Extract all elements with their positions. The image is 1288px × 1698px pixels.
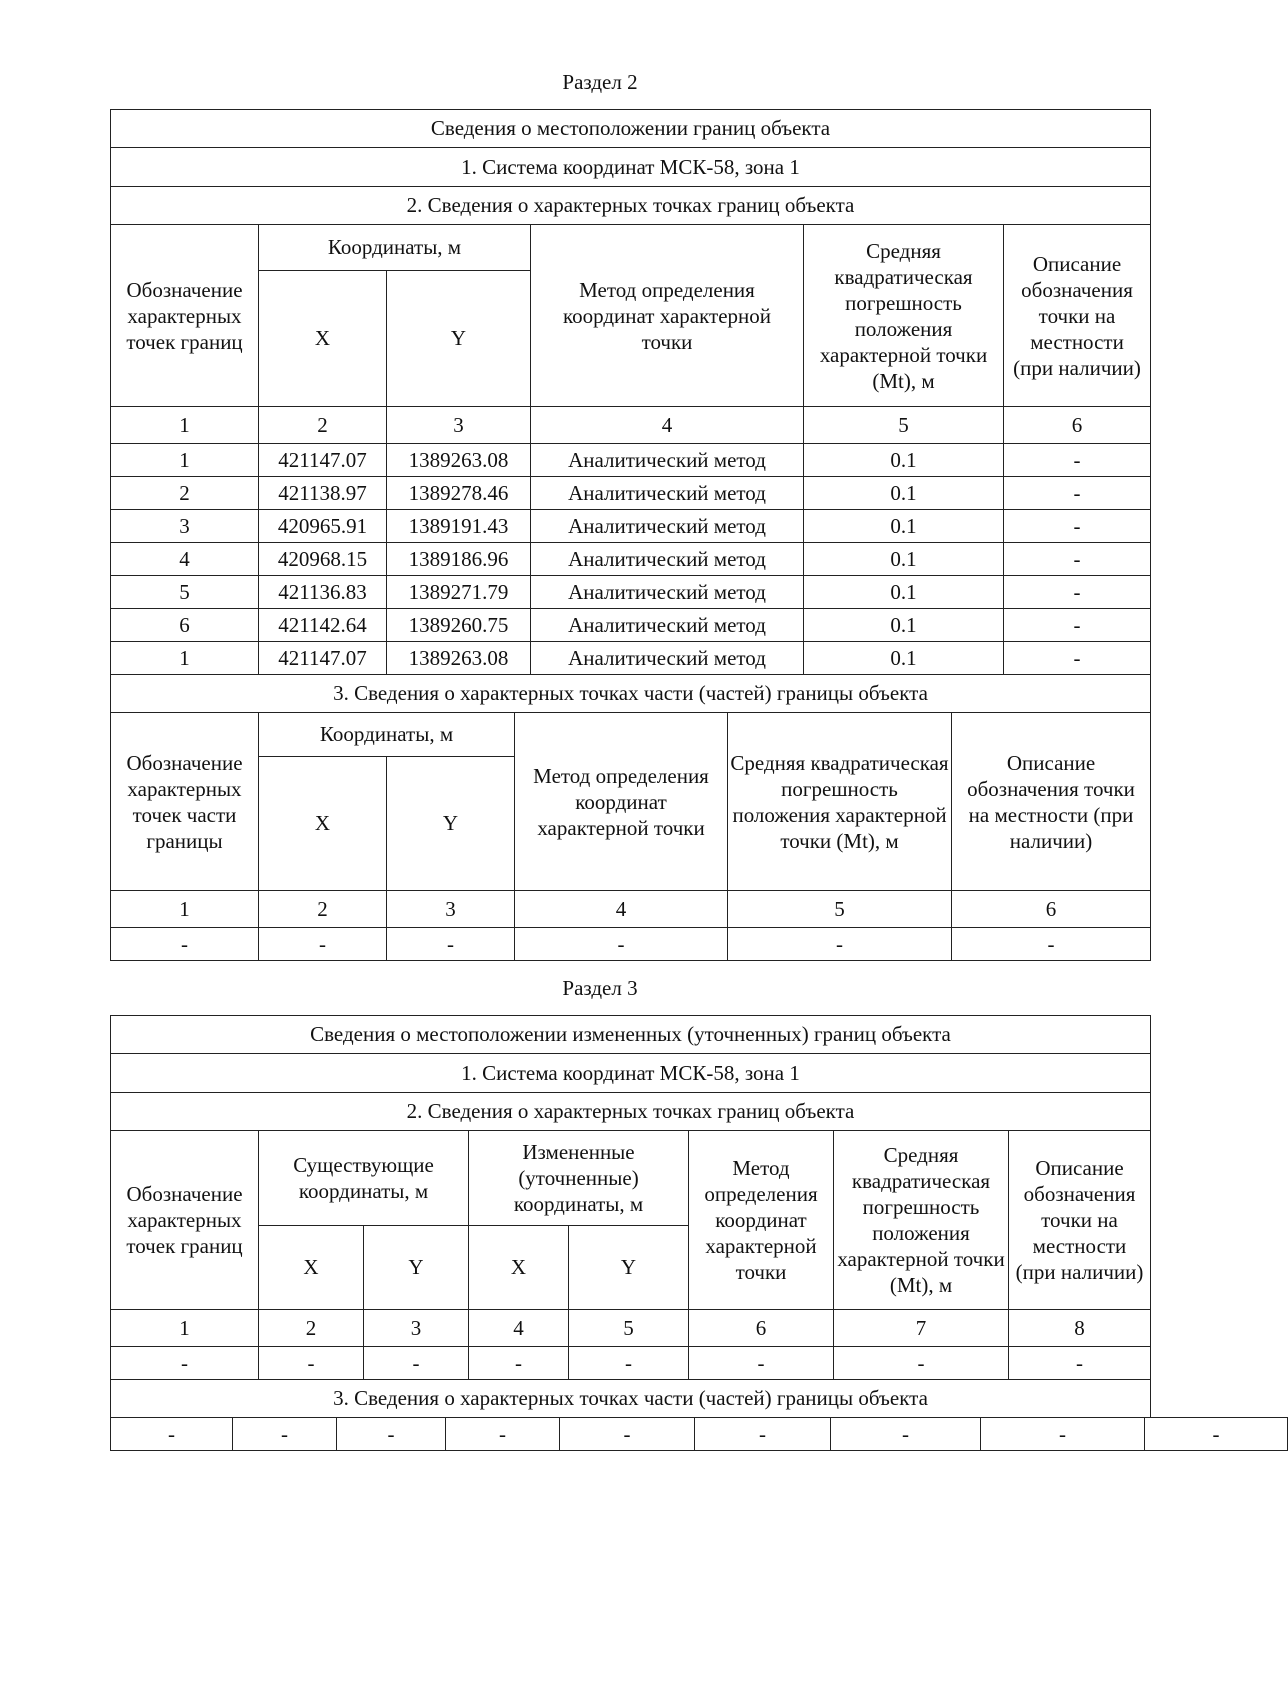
accuracy: 0.1	[804, 576, 1004, 609]
column-number: 1	[111, 891, 259, 928]
accuracy: 0.1	[804, 543, 1004, 576]
accuracy: 0.1	[804, 609, 1004, 642]
column-number: 4	[469, 1310, 569, 1347]
table-row	[111, 576, 1151, 609]
column-number: 1	[111, 1310, 259, 1347]
column-number: 3	[364, 1310, 469, 1347]
header-method: Метод определения координат характерной точки	[531, 225, 804, 407]
section-3-points-heading: 2. Сведения о характерных точках границ объекта	[111, 1093, 1151, 1131]
empty-cell: -	[981, 1418, 1145, 1451]
empty-cell: -	[689, 1347, 834, 1380]
header-description: Описание обозначения точки на местности (при наличии)	[1004, 225, 1151, 407]
empty-cell: -	[834, 1347, 1009, 1380]
table-row	[111, 1347, 1151, 1380]
column-number: 8	[1009, 1310, 1151, 1347]
method: Аналитический метод	[531, 510, 804, 543]
method: Аналитический метод	[531, 477, 804, 510]
table-row	[111, 477, 1151, 510]
column-number: 3	[387, 891, 515, 928]
header-coordinates: Координаты, м	[259, 225, 531, 271]
section-2-points-heading: 2. Сведения о характерных точках границ объекта	[111, 187, 1151, 225]
coord-x: 421147.07	[259, 444, 387, 477]
table-row	[111, 609, 1151, 642]
empty-cell: -	[233, 1418, 337, 1451]
empty-cell: -	[111, 1418, 233, 1451]
table-row	[111, 444, 1151, 477]
empty-cell: -	[446, 1418, 560, 1451]
section-3-boundaries-table	[110, 1015, 1151, 1418]
header-point-designation: Обозначение характерных точек границ	[111, 225, 259, 407]
empty-cell: -	[515, 928, 728, 961]
header-changed-y: Y	[569, 1226, 689, 1310]
method: Аналитический метод	[531, 642, 804, 675]
header-changed-coordinates: Измененные (уточненные) координаты, м	[469, 1131, 689, 1226]
coord-y: 1389260.75	[387, 609, 531, 642]
column-number: 2	[259, 407, 387, 444]
empty-cell: -	[111, 1347, 259, 1380]
description: -	[1004, 576, 1151, 609]
header-existing-x: X	[259, 1226, 364, 1310]
header-method: Метод определения координат характерной точки	[689, 1131, 834, 1310]
section-3-parts-heading: 3. Сведения о характерных точках части (частей) границы объекта	[111, 1380, 1151, 1418]
coord-x: 420965.91	[259, 510, 387, 543]
empty-cell: -	[831, 1418, 981, 1451]
column-number: 5	[569, 1310, 689, 1347]
header-part-point-designation: Обозначение характерных точек части границы	[111, 713, 259, 891]
section-3-table-title: Сведения о местоположении измененных (уточненных) границ объекта	[111, 1016, 1151, 1054]
coord-y: 1389263.08	[387, 444, 531, 477]
column-numbers-row	[111, 891, 1151, 928]
section-2-table-title: Сведения о местоположении границ объекта	[111, 110, 1151, 148]
method: Аналитический метод	[531, 444, 804, 477]
empty-cell: -	[387, 928, 515, 961]
point-number: 2	[111, 477, 259, 510]
coord-x: 420968.15	[259, 543, 387, 576]
section-3-title: Раздел 3	[562, 976, 638, 1000]
coord-x: 421142.64	[259, 609, 387, 642]
coord-y: 1389263.08	[387, 642, 531, 675]
point-number: 4	[111, 543, 259, 576]
header-accuracy: Средняя квадратическая погрешность положения характерной точки (Mt), м	[728, 713, 952, 891]
column-number: 3	[387, 407, 531, 444]
method: Аналитический метод	[531, 609, 804, 642]
section-2-parts-table	[110, 712, 1151, 961]
coord-x: 421147.07	[259, 642, 387, 675]
empty-cell: -	[1009, 1347, 1151, 1380]
point-number: 3	[111, 510, 259, 543]
coord-y: 1389278.46	[387, 477, 531, 510]
column-number: 4	[531, 407, 804, 444]
accuracy: 0.1	[804, 642, 1004, 675]
header-y: Y	[387, 757, 515, 891]
header-accuracy: Средняя квадратическая погрешность положения характерной точки (Mt), м	[834, 1131, 1009, 1310]
empty-cell: -	[952, 928, 1151, 961]
header-x: X	[259, 757, 387, 891]
column-number: 4	[515, 891, 728, 928]
point-number: 1	[111, 444, 259, 477]
section-2-coord-system: 1. Система координат МСК-58, зона 1	[111, 148, 1151, 187]
column-number: 6	[1004, 407, 1151, 444]
empty-cell: -	[560, 1418, 695, 1451]
empty-cell: -	[111, 928, 259, 961]
description: -	[1004, 642, 1151, 675]
point-number: 5	[111, 576, 259, 609]
column-number: 2	[259, 1310, 364, 1347]
accuracy: 0.1	[804, 510, 1004, 543]
header-description: Описание обозначения точки на местности (при наличии)	[952, 713, 1151, 891]
coord-y: 1389186.96	[387, 543, 531, 576]
header-point-designation: Обозначение характерных точек границ	[111, 1131, 259, 1310]
empty-cell: -	[259, 1347, 364, 1380]
empty-cell: -	[695, 1418, 831, 1451]
column-number: 1	[111, 407, 259, 444]
header-existing-coordinates: Существующие координаты, м	[259, 1131, 469, 1226]
description: -	[1004, 609, 1151, 642]
column-number: 5	[728, 891, 952, 928]
table-row	[111, 642, 1151, 675]
point-number: 1	[111, 642, 259, 675]
coord-y: 1389191.43	[387, 510, 531, 543]
coord-x: 421136.83	[259, 576, 387, 609]
header-x: X	[259, 271, 387, 407]
column-numbers-row	[111, 1310, 1151, 1347]
empty-cell: -	[259, 928, 387, 961]
header-accuracy: Средняя квадратическая погрешность положения характерной точки (Mt), м	[804, 225, 1004, 407]
method: Аналитический метод	[531, 543, 804, 576]
section-2-boundaries-table	[110, 109, 1151, 713]
accuracy: 0.1	[804, 477, 1004, 510]
description: -	[1004, 444, 1151, 477]
table-row	[111, 510, 1151, 543]
empty-cell: -	[337, 1418, 446, 1451]
table-row	[111, 928, 1151, 961]
coord-x: 421138.97	[259, 477, 387, 510]
section-3-parts-table	[110, 1417, 1288, 1451]
header-existing-y: Y	[364, 1226, 469, 1310]
column-number: 7	[834, 1310, 1009, 1347]
section-2-parts-heading: 3. Сведения о характерных точках части (частей) границы объекта	[111, 675, 1151, 713]
empty-cell: -	[364, 1347, 469, 1380]
point-number: 6	[111, 609, 259, 642]
section-2-title: Раздел 2	[562, 70, 638, 94]
empty-cell: -	[469, 1347, 569, 1380]
column-number: 6	[952, 891, 1151, 928]
empty-cell: -	[569, 1347, 689, 1380]
table-row	[111, 543, 1151, 576]
header-coordinates: Координаты, м	[259, 713, 515, 757]
column-number: 2	[259, 891, 387, 928]
description: -	[1004, 477, 1151, 510]
section-3-coord-system: 1. Система координат МСК-58, зона 1	[111, 1054, 1151, 1093]
column-number: 5	[804, 407, 1004, 444]
column-number: 6	[689, 1310, 834, 1347]
description: -	[1004, 543, 1151, 576]
header-y: Y	[387, 271, 531, 407]
header-method: Метод определения координат характерной точки	[515, 713, 728, 891]
column-numbers-row	[111, 407, 1151, 444]
header-description: Описание обозначения точки на местности (при наличии)	[1009, 1131, 1151, 1310]
accuracy: 0.1	[804, 444, 1004, 477]
description: -	[1004, 510, 1151, 543]
empty-cell: -	[1145, 1418, 1288, 1451]
empty-cell: -	[728, 928, 952, 961]
coord-y: 1389271.79	[387, 576, 531, 609]
table-row	[111, 1418, 1288, 1451]
header-changed-x: X	[469, 1226, 569, 1310]
method: Аналитический метод	[531, 576, 804, 609]
